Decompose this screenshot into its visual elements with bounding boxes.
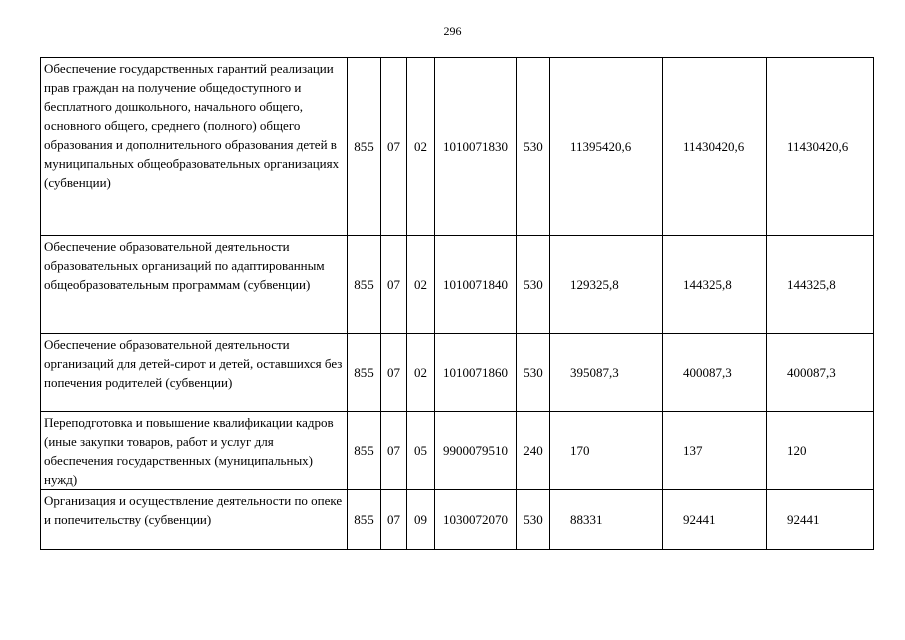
expense-type-code: 240 [517, 412, 550, 490]
amount-year-3: 11430420,6 [767, 58, 874, 236]
amount-year-1: 395087,3 [550, 334, 663, 412]
section-code: 07 [381, 236, 407, 334]
amount-year-1: 170 [550, 412, 663, 490]
amount-year-2: 11430420,6 [663, 58, 767, 236]
expense-type-code: 530 [517, 490, 550, 550]
row-description: Обеспечение образовательной деятельности организаций для детей-сирот и детей, оставшихся без попечения родителей (субвенции) [41, 334, 348, 412]
ministry-code: 855 [348, 490, 381, 550]
amount-year-2: 144325,8 [663, 236, 767, 334]
target-article-code: 1010071830 [435, 58, 517, 236]
row-description: Организация и осуществление деятельности по опеке и попечительству (субвенции) [41, 490, 348, 550]
subsection-code: 02 [407, 334, 435, 412]
target-article-code: 1010071840 [435, 236, 517, 334]
target-article-code: 1010071860 [435, 334, 517, 412]
row-description: Переподготовка и повышение квалификации кадров (иные закупки товаров, работ и услуг для обеспечения государственных (муниципальных) нужд) [41, 412, 348, 490]
amount-year-1: 129325,8 [550, 236, 663, 334]
section-code: 07 [381, 490, 407, 550]
section-code: 07 [381, 334, 407, 412]
section-code: 07 [381, 412, 407, 490]
budget-table [40, 57, 874, 550]
amount-year-3: 144325,8 [767, 236, 874, 334]
subsection-code: 09 [407, 490, 435, 550]
section-code: 07 [381, 58, 407, 236]
table-row [41, 490, 874, 550]
page-number: 296 [443, 24, 462, 38]
expense-type-code: 530 [517, 58, 550, 236]
target-article-code: 9900079510 [435, 412, 517, 490]
ministry-code: 855 [348, 334, 381, 412]
ministry-code: 855 [348, 236, 381, 334]
table-row [41, 334, 874, 412]
ministry-code: 855 [348, 412, 381, 490]
amount-year-1: 11395420,6 [550, 58, 663, 236]
row-description: Обеспечение образовательной деятельности образовательных организаций по адаптированным общеобразовательным программам (субвенции) [41, 236, 348, 334]
table-row [41, 412, 874, 490]
table-row [41, 236, 874, 334]
amount-year-2: 137 [663, 412, 767, 490]
expense-type-code: 530 [517, 334, 550, 412]
amount-year-2: 400087,3 [663, 334, 767, 412]
amount-year-1: 88331 [550, 490, 663, 550]
table-row [41, 58, 874, 236]
subsection-code: 02 [407, 236, 435, 334]
expense-type-code: 530 [517, 236, 550, 334]
amount-year-2: 92441 [663, 490, 767, 550]
row-description: Обеспечение государственных гарантий реализации прав граждан на получение общедоступного и бесплатного дошкольного, начального общего, основного общего, среднего (полного) общего образования и дополнительного образования детей в муниципальных общеобразовательных организациях (субвенции) [41, 58, 348, 236]
ministry-code: 855 [348, 58, 381, 236]
subsection-code: 02 [407, 58, 435, 236]
amount-year-3: 400087,3 [767, 334, 874, 412]
amount-year-3: 92441 [767, 490, 874, 550]
subsection-code: 05 [407, 412, 435, 490]
target-article-code: 1030072070 [435, 490, 517, 550]
amount-year-3: 120 [767, 412, 874, 490]
